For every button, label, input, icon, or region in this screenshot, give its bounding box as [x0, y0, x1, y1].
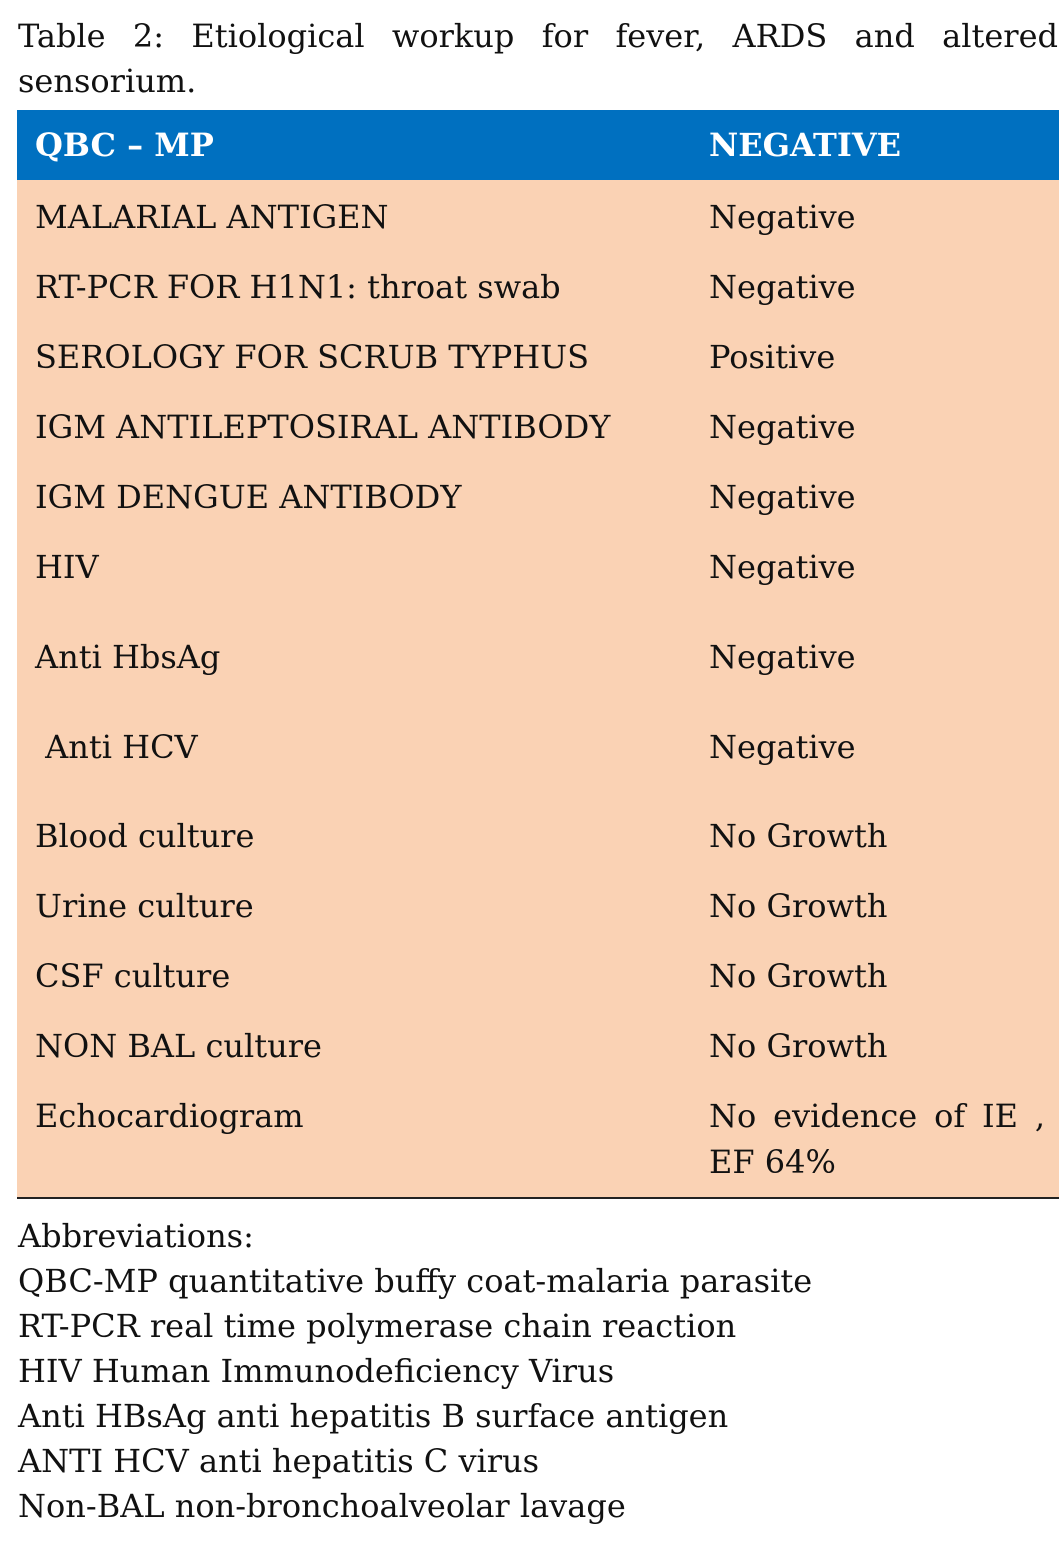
header-col-test: QBC – MP — [35, 126, 214, 164]
test-name: RT-PCR FOR H1N1: throat swab — [35, 268, 561, 306]
test-result: No Growth — [709, 1027, 888, 1065]
table-row — [17, 194, 1059, 264]
abbreviations-heading: Abbreviations: — [18, 1217, 254, 1255]
test-name: Echocardiogram — [35, 1097, 304, 1135]
table-row — [17, 634, 1059, 724]
table-row — [17, 334, 1059, 404]
table-row — [17, 883, 1059, 953]
table-row — [17, 813, 1059, 883]
test-result: No Growth — [709, 957, 888, 995]
table-row — [17, 474, 1059, 544]
test-result: No evidence of IE , EF 64% — [709, 1097, 1045, 1181]
test-name: Blood culture — [35, 817, 255, 855]
test-result: Negative — [709, 478, 856, 516]
test-name: IGM DENGUE ANTIBODY — [35, 478, 462, 516]
table-row — [17, 264, 1059, 334]
test-result: No Growth — [709, 887, 888, 925]
abbreviation-item: RT-PCR real time polymerase chain reaction — [18, 1307, 737, 1345]
test-name: SEROLOGY FOR SCRUB TYPHUS — [35, 338, 590, 376]
test-name: Anti HCV — [35, 728, 198, 766]
table-row — [17, 953, 1059, 1023]
table-header — [17, 110, 1059, 180]
table-body — [17, 180, 1059, 1199]
test-result: Negative — [709, 198, 856, 236]
test-name: IGM ANTILEPTOSIRAL ANTIBODY — [35, 408, 611, 446]
abbreviation-item: ANTI HCV anti hepatitis C virus — [18, 1442, 540, 1480]
abbreviations-note — [18, 1214, 812, 1529]
test-name: CSF culture — [35, 957, 231, 995]
abbreviation-item: QBC-MP quantitative buffy coat-malaria parasite — [18, 1262, 813, 1300]
table-row — [17, 544, 1059, 634]
test-result: Negative — [709, 638, 856, 676]
abbreviation-item: HIV Human Immunodeficiency Virus — [18, 1352, 615, 1390]
test-name: Anti HbsAg — [35, 638, 221, 676]
header-col-result: NEGATIVE — [709, 126, 902, 164]
test-result: Negative — [709, 268, 856, 306]
test-name: Urine culture — [35, 887, 254, 925]
abbreviation-item: Anti HBsAg anti hepatitis B surface antigen — [18, 1397, 729, 1435]
test-result: Positive — [709, 338, 836, 376]
table-row — [17, 1093, 1059, 1185]
test-result: Negative — [709, 548, 856, 586]
test-name: HIV — [35, 548, 99, 586]
table-caption: Table 2: Etiological workup for fever, ARDS and altered sensorium. — [18, 17, 1058, 100]
test-name: MALARIAL ANTIGEN — [35, 198, 389, 236]
test-name: NON BAL culture — [35, 1027, 322, 1065]
table-row — [17, 724, 1059, 813]
workup-table — [17, 110, 1059, 1199]
test-result: Negative — [709, 408, 856, 446]
abbreviation-item: Non-BAL non-bronchoalveolar lavage — [18, 1487, 626, 1525]
test-result: No Growth — [709, 817, 888, 855]
table-row — [17, 404, 1059, 474]
test-result: Negative — [709, 728, 856, 766]
table-row — [17, 1023, 1059, 1093]
